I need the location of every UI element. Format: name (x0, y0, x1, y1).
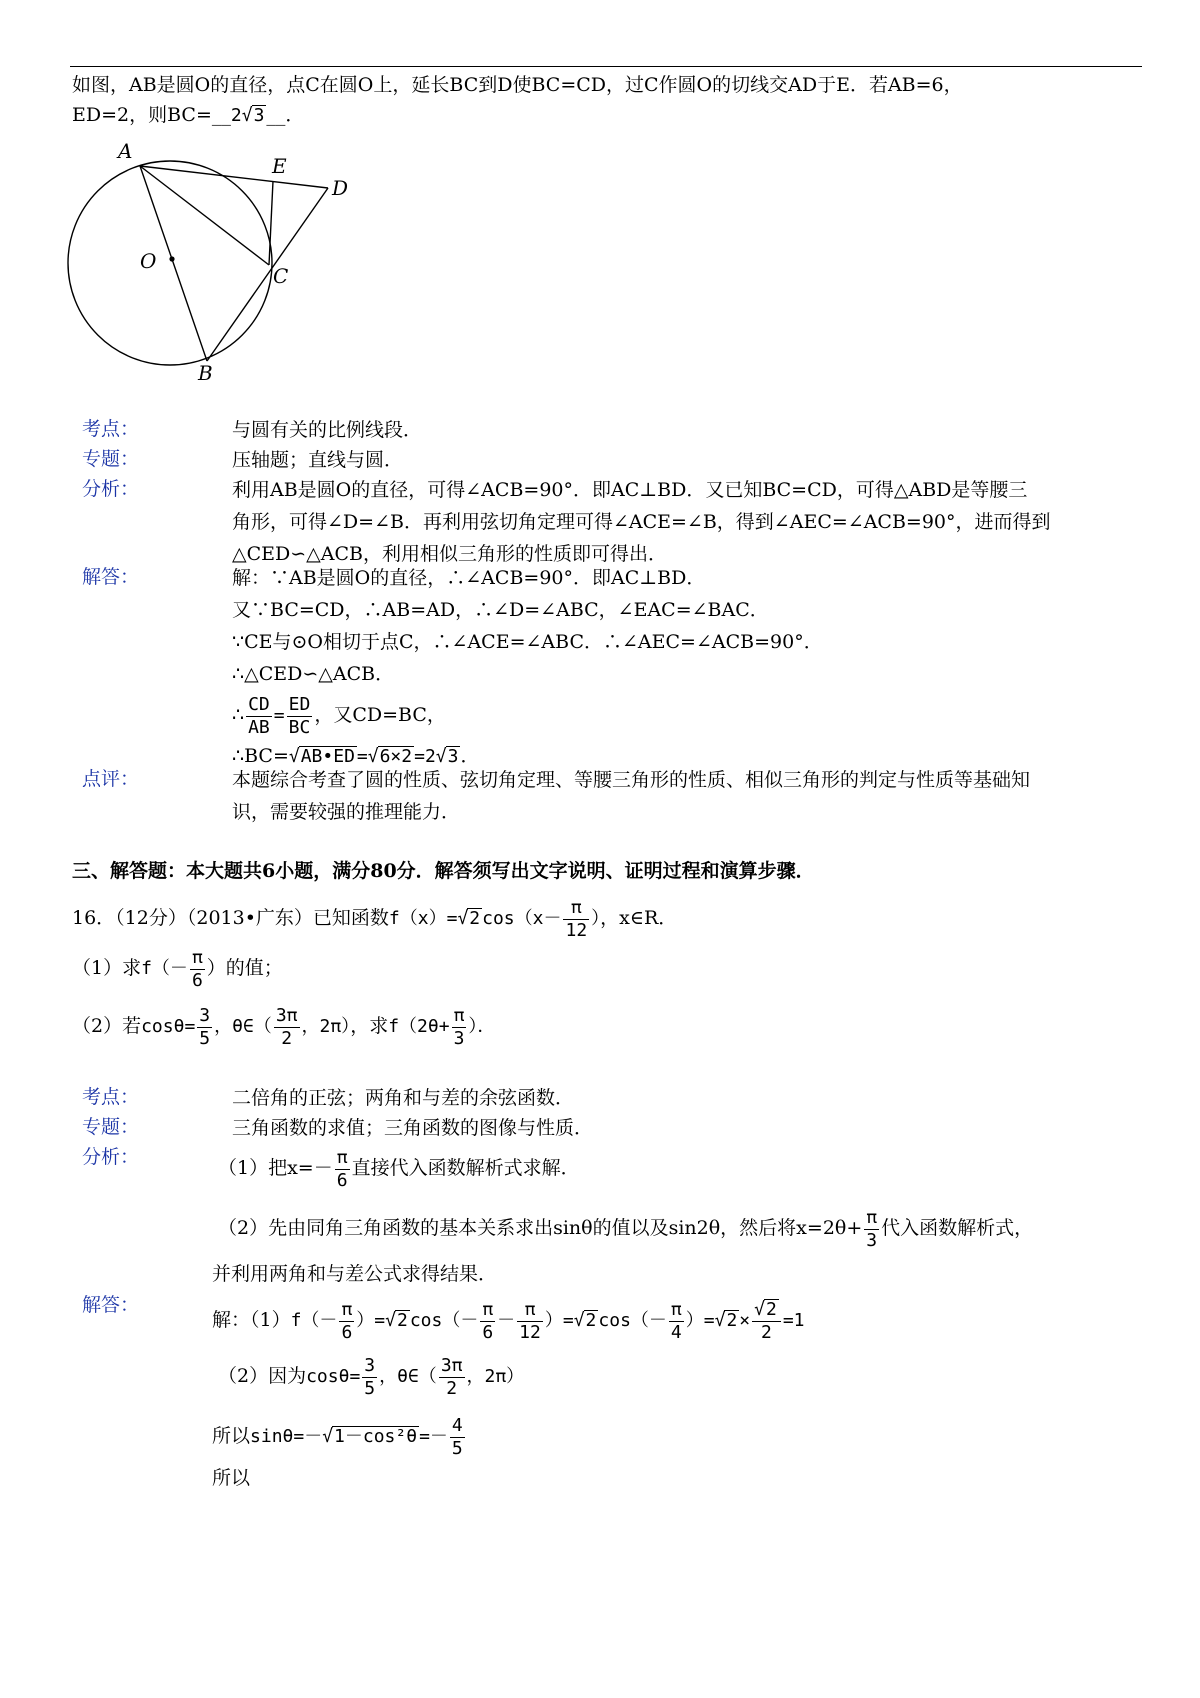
section-3-heading: 三、解答题：本大题共6小题，满分80分．解答须写出文字说明、证明过程和演算步骤． (72, 860, 815, 882)
q15-dianping-line: 本题综合考查了圆的性质、弦切角定理、等腰三角形的性质、相似三角形的判定与性质等基础知 (232, 769, 1031, 791)
q15-jieda-line: 解：∵AB是圆O的直径，∴∠ACB=90°．即AC⊥BD． (232, 567, 706, 589)
q15-fenxi-line: 角形，可得∠D=∠B．再利用弦切角定理可得∠ACE=∠B，得到∠AEC=∠ACB=90°，进而得到 (232, 511, 1051, 533)
label-C: C (273, 264, 289, 288)
q15-line2-prefix: ED=2，则BC=__ (72, 104, 231, 126)
q16-sol-4: 所以 (212, 1467, 251, 1489)
q16-fenxi-1: （1）把x=－ $\frac{\pi}{6}$ 直接代入函数解析式求解． (218, 1146, 580, 1191)
q16-part2: （2）若cosθ= $\frac{3}{5}$ ，θ∈（ $\frac{3\pi}{2}$ ，2π），求f（2θ+ $\frac{\pi}{3}$ ）． (72, 1004, 496, 1049)
q15-jieda-line: ∵CE与⊙O相切于点C，∴∠ACE=∠ABC．∴∠AEC=∠ACB=90°． (232, 631, 823, 653)
q15-fenxi-line: △CED∽△ACB，利用相似三角形的性质即可得出． (232, 543, 668, 565)
q15-line2 (72, 98, 304, 133)
page: 如图，AB是圆O的直径，点C在圆O上，延长BC到D使BC=CD，过C作圆O的切线交AD于E．若AB=6， ED=2，则BC=__2√3 __． A E D O C B 考点： 与圆有关的比例线段． 专题： 压轴题；直线与圆． 分析： 利用AB是圆O的直径，可得∠ACB=90°．即AC⊥BD．又已知BC=CD，可得△ABD是等腰三 角形，可得∠D=∠B．再利用弦切角定理可得∠ACE=∠B，得到∠AEC=∠ACB=90°，进而得到 △CED∽△ACB，利用相似三角形的性质即可得出． 解答： 解：∵AB是圆O的直径，∴∠ACB=90°．即AC⊥BD． 又∵BC=CD，∴AB=AD，∴∠D=∠ABC，∠EAC=∠BAC． ∵CE与⊙O相切于点C，∴∠ACE=∠ABC．∴∠AEC=∠ACB=90°． ∴△CED∽△ACB． ∴ $\frac{CD}{AB}$ = $\frac{ED}{BC}$ ，又CD=BC， ∴BC=√AB•ED =√6×2 =2√3 ． 点评： 本题综合考查了圆的性质、弦切角定理、等腰三角形的性质、相似三角形的判定与性质等基础知 识，需要较强的推理能力． 三、解答题：本大题共6小题，满分80分．解答须写出文字说明、证明过程和演算步骤． 16．（12分）（2013•广东）已知函数f（x）=√2 cos（x－ $\frac{\pi}{12}$ ），x∈R． （1）求f（－ $\frac{\pi}{6}$ ）的值； （2）若cosθ= $\frac{3}{5}$ ，θ∈（ $\frac{3\pi}{2}$ ，2π），求f（2θ+ $\frac{\pi}{3}$ ）． 考点： 二倍角的正弦；两角和与差的余弦函数． 专题： 三角函数的求值；三角函数的图像与性质． 分析： （1）把x=－ $\frac{\pi}{6}$ 直接代入函数解析式求解． （2）先由同角三角函数的基本关系求出sinθ的值以及sin2θ，然后将x=2θ+ $\frac{\pi}{3}$ 代入函数解析式， 并利用两角和与差公式求得结果． 解答： 解：（1）f（－ $\frac{\pi}{6}$ ）=√2 cos（－ $\frac{\pi}{6}$ － $\frac{\pi}{12}$ ）=√2 cos（－ $\frac{\pi}{4}$ ）=√2 × $\frac{√2}{2}$ =1 （2）因为cosθ= $\frac{3}{5}$ ，θ∈（ $\frac{3\pi}{2}$ ，2π） 所以sinθ=－√1－cos²θ =－ $\frac{4}{5}$ 所以 (0, 0, 1200, 1698)
q16-part1: （1）求f（－ $\frac{\pi}{6}$ ）的值； (72, 946, 283, 991)
label-D: D (332, 176, 349, 200)
top-rule (70, 66, 1142, 67)
q15-jieda-line: ∴△CED∽△ACB． (232, 663, 395, 685)
label-E: E (272, 154, 287, 178)
q15-jieda-ratio: ∴ $\frac{CD}{AB}$ = $\frac{ED}{BC}$ ，又CD=BC， (232, 693, 446, 738)
q16-sol-2: （2）因为cosθ= $\frac{3}{5}$ ，θ∈（ $\frac{3\pi}{2}$ ，2π） (218, 1354, 525, 1399)
label-B: B (198, 361, 213, 385)
q16-sol-3: 所以sinθ=－√1－cos²θ =－ $\frac{4}{5}$ (212, 1414, 463, 1459)
q15-line1: 如图，AB是圆O的直径，点C在圆O上，延长BC到D使BC=CD，过C作圆O的切线交AD于E．若AB=6， (72, 74, 963, 96)
q15-fenxi-line: 利用AB是圆O的直径，可得∠ACB=90°．即AC⊥BD．又已知BC=CD，可得△ABD是等腰三 (232, 479, 1028, 501)
label-A: A (118, 139, 133, 163)
q16-sol-1: 解：（1）f（－ $\frac{\pi}{6}$ ）=√2 cos（－ $\frac{\pi}{6}$ － $\frac{\pi}{12}$ ）=√2 cos（－ $\frac{\pi}{4}$ ）=√2 × $\frac{√2}{2}$ =1 (212, 1298, 805, 1343)
q15-jieda-result: ∴BC=√AB•ED =√6×2 =2√3 ． (232, 745, 480, 767)
q15-jieda-line: 又∵BC=CD，∴AB=AD，∴∠D=∠ABC，∠EAC=∠BAC． (232, 599, 769, 621)
q15-dianping-line: 识，需要较强的推理能力． (232, 801, 461, 823)
q15-figure (60, 135, 380, 395)
q16-fenxi-2: （2）先由同角三角函数的基本关系求出sinθ的值以及sin2θ，然后将x=2θ+ $\frac{\pi}{3}$ 代入函数解析式， (218, 1206, 1034, 1251)
q16-fenxi-3: 并利用两角和与差公式求得结果． (212, 1263, 498, 1285)
q15-answer: 2√3 (230, 105, 265, 126)
label-O: O (140, 249, 157, 273)
q16-head: 16．（12分）（2013•广东）已知函数f（x）=√2 cos（x－ $\frac{\pi}{12}$ ），x∈R． (72, 896, 678, 941)
q15-line2-suffix: __． (266, 104, 305, 126)
